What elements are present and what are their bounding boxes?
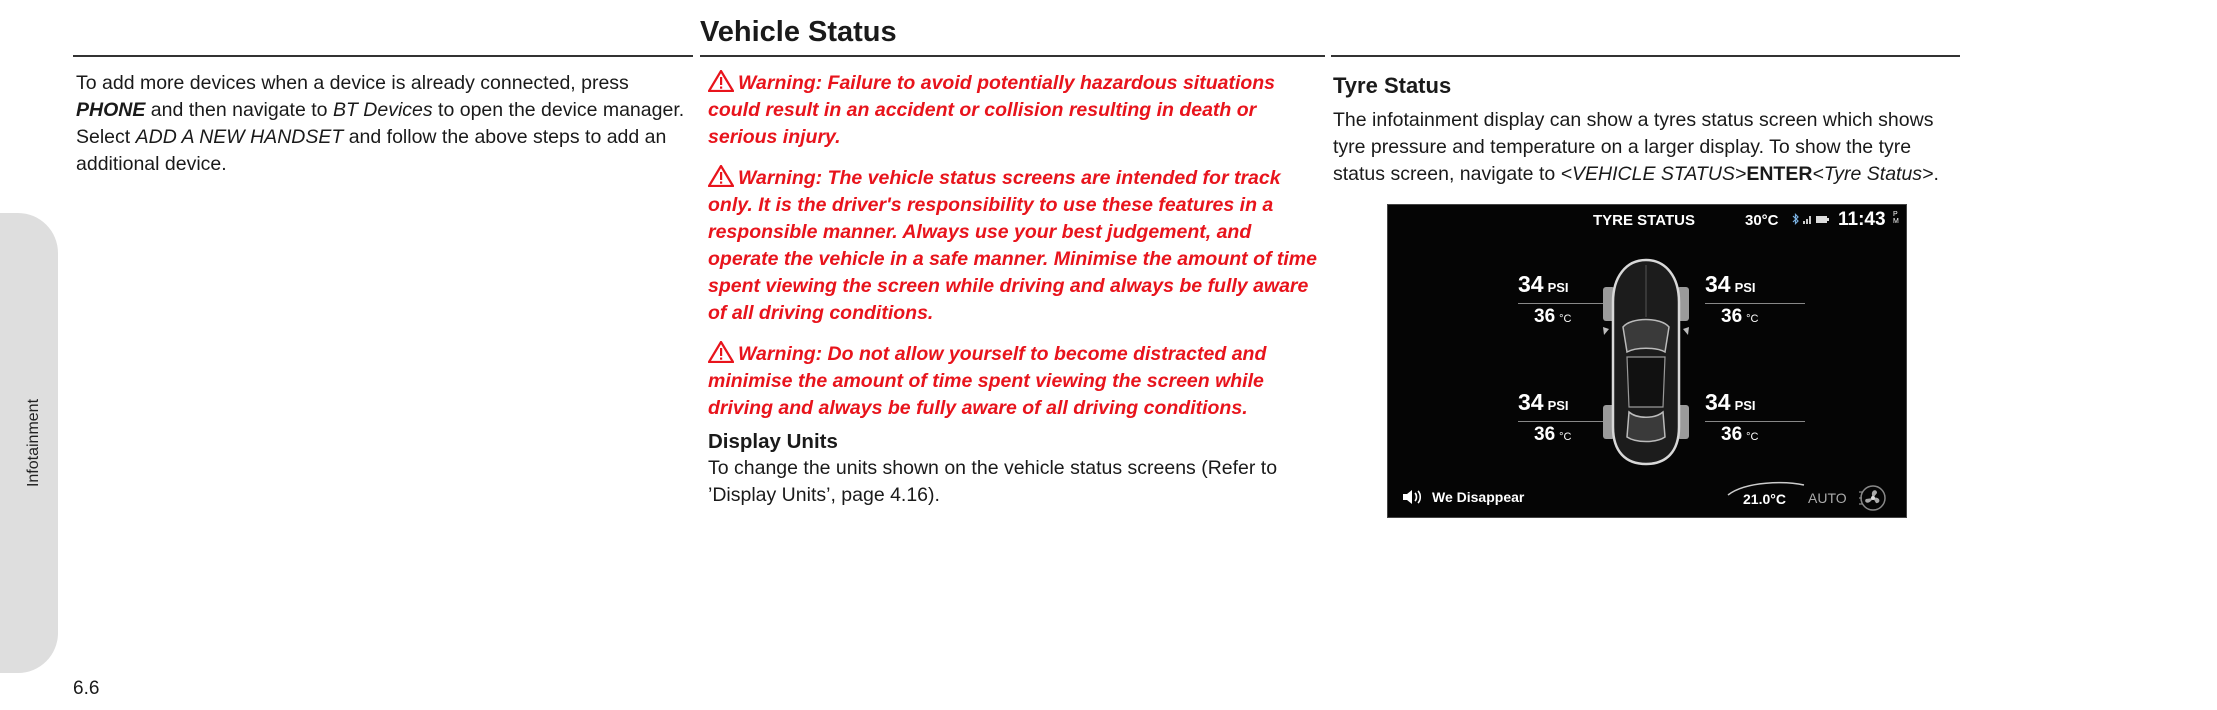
fan-icon (1857, 484, 1887, 512)
screen-title: TYRE STATUS (1593, 212, 1695, 229)
text-segment: The infotainment display can show a tyres status screen which shows tyre pressure and temperature on a larger display. To show the tyre status screen, navigate to (1333, 109, 1934, 185)
page-title: Vehicle Status (700, 16, 897, 48)
warning-text: Warning: The vehicle status screens are intended for track only. It is the driver's responsibility to use these features in a responsible manner. Always use your best judgement, and operate the vehicle in a safe manner. Minimise the amount of time spent viewing the screen while driving and always be fully aware of all driving conditions. (708, 167, 1317, 324)
climate-mode: AUTO (1808, 490, 1847, 506)
temperature-unit: °C (1559, 313, 1572, 325)
column-right (1333, 70, 1963, 188)
clock-period-top: P (1893, 211, 1898, 218)
pressure-unit: PSI (1547, 398, 1569, 413)
display-units-heading: Display Units (708, 430, 838, 453)
text-segment: to open the device manager. Select (76, 99, 685, 148)
phone-keyword: PHONE (76, 99, 146, 121)
tyre-pressure: 34 (1705, 271, 1731, 297)
tyre-pressure: 34 (1705, 389, 1731, 415)
header-rule-middle (700, 55, 1325, 57)
pressure-unit: PSI (1734, 398, 1756, 413)
tyre-temperature: 36 (1721, 424, 1743, 445)
text-segment: . (1933, 163, 1939, 185)
warning-text: Warning: Do not allow yourself to become distracted and minimise the amount of time spent viewing the screen while driving and always be fully aware of all driving conditions. (708, 343, 1267, 419)
tyre-pressure: 34 (1518, 389, 1544, 415)
warning-paragraph (708, 341, 1318, 422)
tyre-temperature: 36 (1721, 306, 1743, 327)
tyre-temperature: 36 (1534, 306, 1556, 327)
temperature-unit: °C (1746, 431, 1759, 443)
status-icons (1791, 213, 1831, 228)
add-device-paragraph (76, 70, 691, 178)
text-segment: and then navigate to (145, 99, 333, 121)
tyre-temperature: 36 (1534, 424, 1556, 445)
warning-paragraph (708, 165, 1318, 327)
temperature-unit: °C (1559, 431, 1572, 443)
tyre-status-heading: Tyre Status (1333, 73, 1452, 98)
warning-paragraph (708, 70, 1318, 151)
clock: 11:43 (1838, 209, 1886, 230)
pressure-unit: PSI (1734, 280, 1756, 295)
temperature-unit: °C (1746, 313, 1759, 325)
column-middle (708, 70, 1318, 509)
speaker-icon (1402, 488, 1424, 506)
text-segment: and follow the above steps to add an additional device. (76, 126, 667, 175)
tyre-status-screen (1387, 204, 1907, 518)
now-playing-track: We Disappear (1432, 489, 1525, 505)
tyre-front-right (1705, 271, 1805, 328)
warning-triangle-icon (708, 70, 734, 92)
clock-period-bottom: M (1893, 218, 1899, 225)
clock-period (1893, 211, 1899, 225)
screen-bottom-bar (1388, 477, 1906, 517)
cabin-temperature: 21.0°C (1743, 491, 1786, 507)
tyre-rear-right (1705, 389, 1805, 446)
tyre-status-term: <Tyre Status> (1812, 163, 1934, 185)
car-top-view-icon (1601, 257, 1691, 467)
warning-triangle-icon (708, 341, 734, 363)
header-rule-left (73, 55, 693, 57)
enter-keyword: ENTER (1746, 163, 1813, 185)
header-rule-right (1331, 55, 1960, 57)
bluetooth-signal-battery-icon (1791, 213, 1831, 225)
outside-temperature: 30°C (1745, 212, 1779, 229)
side-tab-label: Infotainment (25, 398, 42, 488)
warning-triangle-icon (708, 165, 734, 187)
add-handset-term: ADD A NEW HANDSET (135, 126, 344, 148)
warning-text: Warning: Failure to avoid potentially hazardous situations could result in an accident or collision resulting in death or serious injury. (708, 72, 1276, 148)
text-segment: To add more devices when a device is already connected, press (76, 72, 629, 94)
column-left (76, 70, 691, 178)
bt-devices-term: BT Devices (332, 99, 433, 121)
display-units-paragraph: To change the units shown on the vehicle status screens (Refer to ’Display Units’, page 4.16). (708, 457, 1278, 506)
screen-status-bar (1388, 208, 1906, 232)
tyre-pressure: 34 (1518, 271, 1544, 297)
page-number: 6.6 (73, 678, 100, 699)
vehicle-status-term: <VEHICLE STATUS> (1560, 163, 1747, 185)
pressure-unit: PSI (1547, 280, 1569, 295)
tyre-status-paragraph (1333, 107, 1963, 188)
